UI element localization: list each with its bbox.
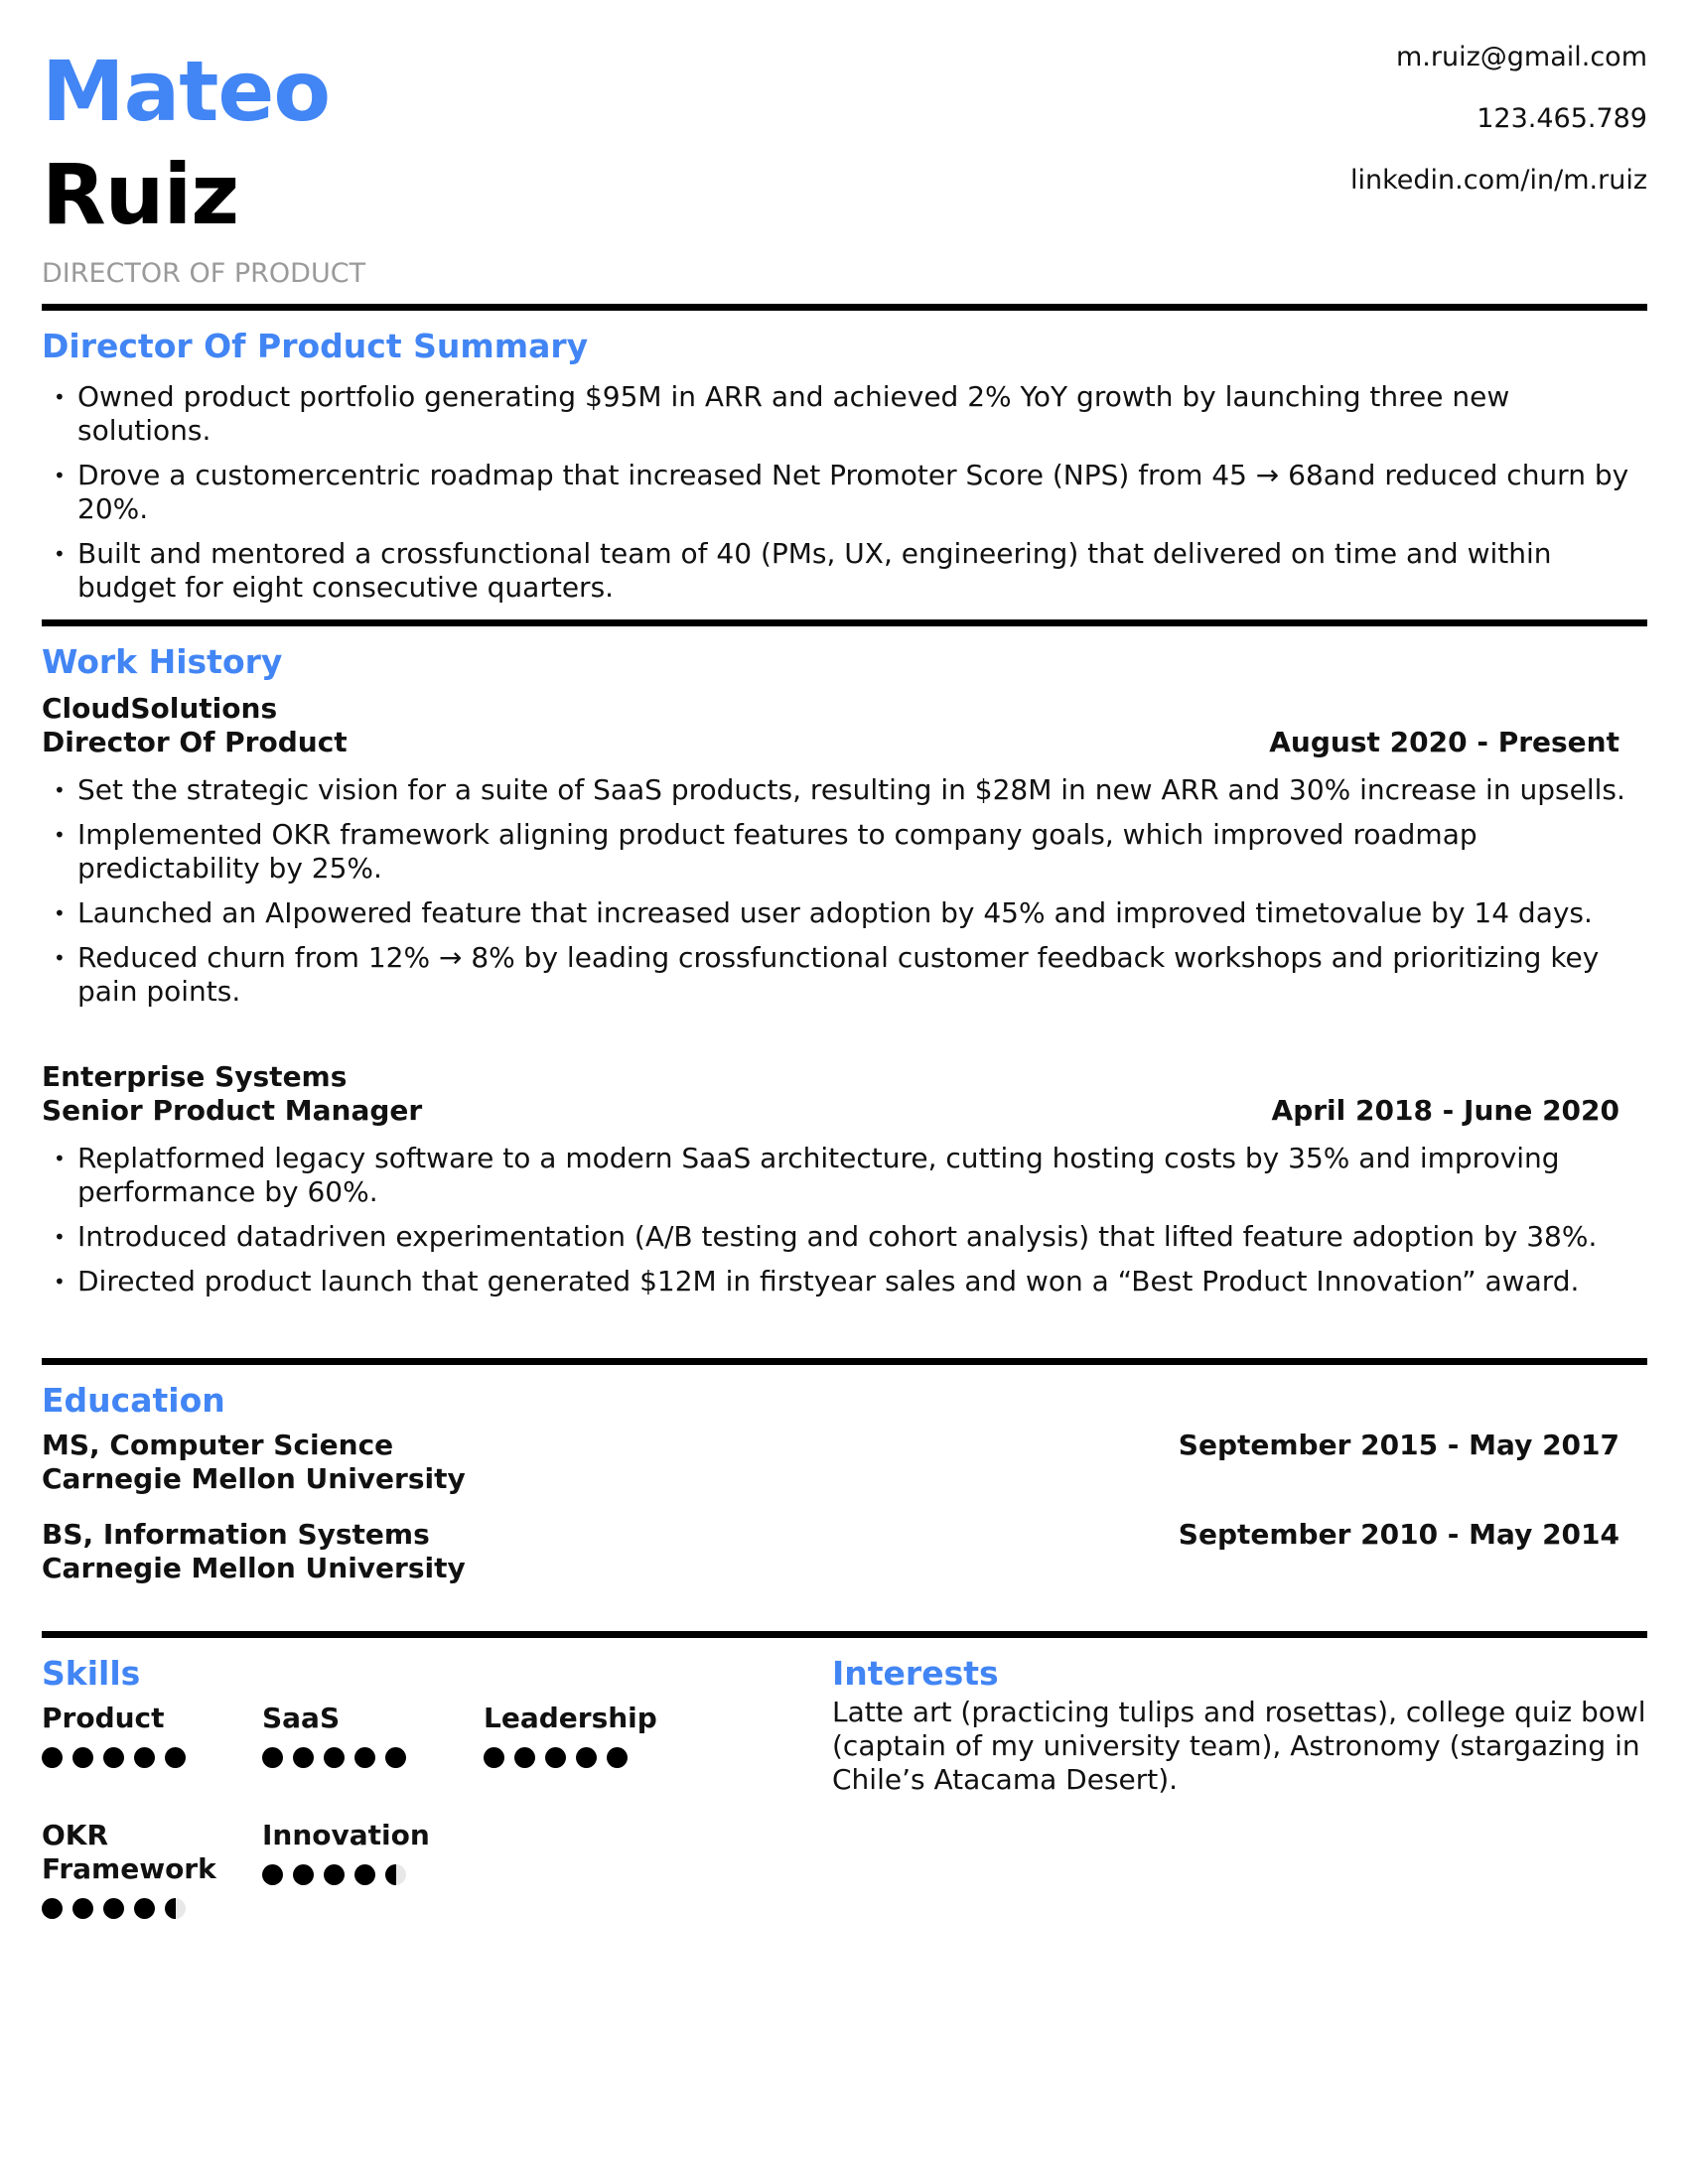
degree: BS, Information Systems	[42, 1518, 430, 1551]
skills-interests-section	[42, 1638, 1647, 2035]
skill-name: Product	[42, 1702, 165, 1734]
interests-section	[832, 1654, 1646, 1797]
degree: MS, Computer Science	[42, 1429, 394, 1461]
job-entry	[42, 1060, 1647, 1298]
list-item: • Built and mentored a crossfunctional team of 40 (PMs, UX, engineering) that delivered on time and within budget for eight consecutive quarters.	[54, 537, 1552, 604]
rating-dot-icon	[72, 1898, 93, 1919]
job-entry	[42, 692, 1647, 1009]
bullet-icon: •	[54, 1147, 66, 1170]
phone: 123.465.789	[1477, 103, 1647, 134]
bullet-icon: •	[54, 901, 66, 925]
rating-dot-icon	[165, 1898, 186, 1919]
school: Carnegie Mellon University	[42, 1552, 466, 1584]
education-entry	[42, 1518, 1647, 1585]
rating-dot-icon	[484, 1747, 504, 1768]
contact-info	[1350, 40, 1647, 224]
rating-dot-icon	[103, 1747, 124, 1768]
rating-dot-icon	[324, 1747, 345, 1768]
email: m.ruiz@gmail.com	[1395, 42, 1647, 72]
list-item: • Launched an AIpowered feature that increased user adoption by 45% and improved timetovalue by 14 days.	[54, 896, 1593, 929]
job-bullets	[42, 773, 1647, 1009]
rating-dot-icon	[607, 1747, 628, 1768]
rating-dot-icon	[576, 1747, 597, 1768]
first-name: Mateo	[42, 43, 331, 140]
rating-dot-icon	[165, 1747, 186, 1768]
list-item: • Introduced datadriven experimentation (A/B testing and cohort analysis) that lifted feature adoption by 38%.	[54, 1220, 1598, 1253]
school: Carnegie Mellon University	[42, 1462, 466, 1495]
education-dates: September 2015 - May 2017	[1178, 1429, 1619, 1461]
skill-rating	[262, 1747, 461, 1768]
company-name: Enterprise Systems	[42, 1060, 348, 1093]
bullet-icon: •	[54, 778, 66, 802]
rating-dot-icon	[103, 1898, 124, 1919]
divider	[42, 619, 1647, 626]
skills-heading: Skills	[42, 1654, 141, 1693]
summary-bullets	[42, 380, 1647, 605]
work-history-section	[42, 626, 1647, 1358]
rating-dot-icon	[293, 1864, 314, 1885]
bullet-icon: •	[54, 464, 66, 487]
skill-item	[484, 1702, 682, 1768]
rating-dot-icon	[354, 1747, 375, 1768]
bullet-icon: •	[54, 385, 66, 409]
bullet-icon: •	[54, 1270, 66, 1294]
job-bullets	[42, 1142, 1647, 1298]
rating-dot-icon	[72, 1747, 93, 1768]
work-heading: Work History	[42, 642, 283, 681]
rating-dot-icon	[42, 1747, 63, 1768]
skill-rating	[484, 1747, 682, 1768]
bullet-icon: •	[54, 542, 66, 566]
job-dates: August 2020 - Present	[1269, 726, 1619, 758]
rating-dot-icon	[324, 1864, 345, 1885]
education-dates: September 2010 - May 2014	[1178, 1518, 1619, 1551]
summary-heading: Director Of Product Summary	[42, 327, 589, 365]
skill-name: Innovation	[262, 1819, 430, 1851]
education-heading: Education	[42, 1381, 225, 1420]
interests-heading: Interests	[832, 1654, 999, 1693]
list-item: • Set the strategic vision for a suite of SaaS products, resulting in $28M in new ARR and 30% increase in upsells.	[54, 773, 1625, 806]
resume-page	[42, 0, 1647, 2184]
rating-dot-icon	[293, 1747, 314, 1768]
bullet-icon: •	[54, 946, 66, 970]
role-title: Director Of Product	[42, 726, 348, 758]
rating-dot-icon	[385, 1747, 406, 1768]
skill-name: OKR Framework	[42, 1819, 216, 1885]
bullet-icon: •	[54, 823, 66, 847]
rating-dot-icon	[134, 1898, 155, 1919]
rating-dot-icon	[545, 1747, 566, 1768]
list-item: • Implemented OKR framework aligning product features to company goals, which improved roadmap predictability by 25%.	[54, 818, 1477, 885]
skill-rating	[42, 1898, 211, 1919]
list-item: • Directed product launch that generated $12M in firstyear sales and won a “Best Product Innovation” award.	[54, 1265, 1580, 1297]
rating-dot-icon	[385, 1864, 406, 1885]
rating-dot-icon	[514, 1747, 535, 1768]
list-item: • Replatformed legacy software to a modern SaaS architecture, cutting hosting costs by 35% and improving performance by 60%.	[54, 1142, 1560, 1208]
skill-item	[262, 1702, 461, 1768]
skill-name: SaaS	[262, 1702, 341, 1734]
interests-text: Latte art (practicing tulips and rosettas), college quiz bowl (captain of my university team), Astronomy (stargazing in Chile’s Atacama Desert).	[832, 1696, 1646, 1796]
job-title: DIRECTOR OF PRODUCT	[42, 258, 366, 289]
bullet-icon: •	[54, 1225, 66, 1249]
skill-item	[42, 1819, 216, 1919]
rating-dot-icon	[262, 1747, 283, 1768]
skill-item	[262, 1819, 461, 1885]
rating-dot-icon	[354, 1864, 375, 1885]
skill-name: Leadership	[484, 1702, 657, 1734]
education-entry	[42, 1429, 1647, 1496]
skills-section	[42, 1654, 816, 1952]
skill-rating	[262, 1864, 461, 1885]
role-title: Senior Product Manager	[42, 1094, 423, 1127]
skill-rating	[42, 1747, 240, 1768]
resume-header	[42, 0, 1647, 304]
list-item: • Reduced churn from 12% → 8% by leading crossfunctional customer feedback workshops and prioritizing key pain points.	[54, 941, 1600, 1008]
summary-section	[42, 311, 1647, 619]
rating-dot-icon	[42, 1898, 63, 1919]
list-item: • Owned product portfolio generating $95M in ARR and achieved 2% YoY growth by launching three new solutions.	[54, 380, 1510, 447]
list-item: • Drove a customercentric roadmap that increased Net Promoter Score (NPS) from 45 → 68and reduced churn by 20%.	[54, 459, 1629, 525]
linkedin: linkedin.com/in/m.ruiz	[1350, 165, 1647, 196]
education-section	[42, 1365, 1647, 1631]
last-name: Ruiz	[42, 146, 239, 243]
job-dates: April 2018 - June 2020	[1271, 1094, 1619, 1127]
company-name: CloudSolutions	[42, 692, 278, 725]
rating-dot-icon	[262, 1864, 283, 1885]
skill-item	[42, 1702, 240, 1768]
skills-grid	[42, 1694, 816, 1952]
divider	[42, 1631, 1647, 1638]
divider	[42, 1358, 1647, 1365]
divider	[42, 304, 1647, 311]
rating-dot-icon	[134, 1747, 155, 1768]
